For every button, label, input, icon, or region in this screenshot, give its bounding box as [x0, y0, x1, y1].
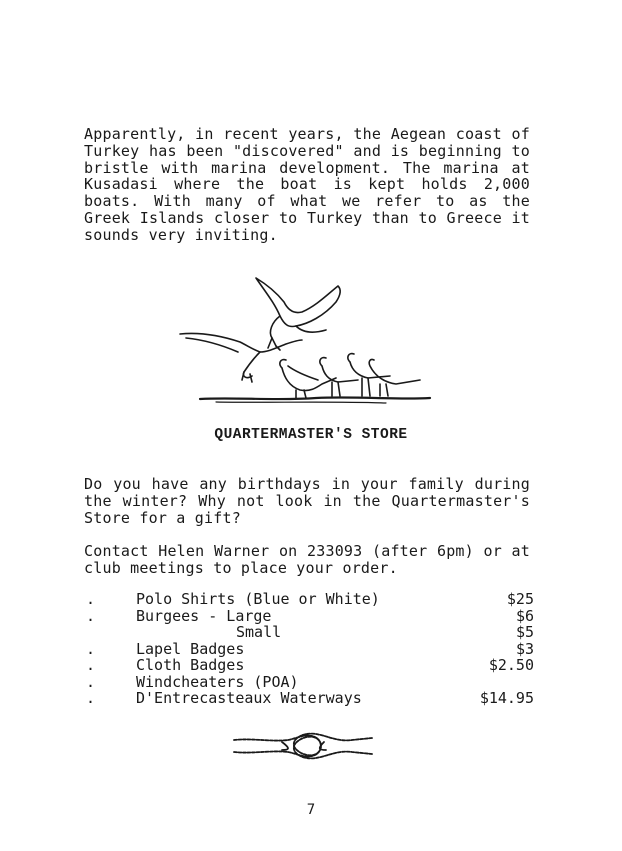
list-item — [84, 674, 534, 691]
item-name: Polo Shirts (Blue or White) — [136, 590, 380, 608]
list-bullet: . — [86, 672, 96, 691]
item-name: D'Entrecasteaux Waterways — [136, 689, 362, 707]
intro-paragraph: Apparently, in recent years, the Aegean coast of Turkey has been "discovered" and is beginning to bristle with marina development. The marina at Kusadasi where the boat is kept holds 2,000 boats. With many of what we refer to as the Greek Islands closer to Turkey than to Greece it sounds very inviting. — [84, 125, 530, 244]
item-name: Burgees - Large — [136, 606, 272, 625]
item-name: Cloth Badges — [136, 656, 245, 674]
price-list — [84, 591, 534, 707]
page-number: 7 — [306, 802, 316, 818]
list-item — [84, 690, 534, 707]
list-item — [84, 657, 534, 674]
item-price: $25 — [506, 590, 534, 608]
item-price: $14.95 — [479, 689, 534, 707]
contact-paragraph: Contact Helen Warner on 233093 (after 6pm) or at club meetings to place your order. — [84, 542, 530, 577]
list-item — [84, 624, 534, 641]
item-price: $2.50 — [488, 656, 534, 674]
item-name: Windcheaters (POA) — [136, 672, 299, 691]
list-bullet: . — [86, 639, 96, 658]
list-bullet: . — [86, 656, 96, 674]
list-item — [84, 641, 534, 658]
item-price: $6 — [515, 606, 534, 625]
list-bullet: . — [86, 689, 96, 707]
section-title: QUARTERMASTER'S STORE — [214, 427, 408, 443]
item-name: Small — [236, 623, 282, 641]
birthday-paragraph: Do you have any birthdays in your family during the winter? Why not look in the Quartermaster's Store for a gift? — [84, 475, 530, 527]
item-name: Lapel Badges — [136, 639, 245, 658]
item-price: $3 — [515, 639, 534, 658]
list-item — [84, 608, 534, 625]
seagulls-illustration — [176, 276, 436, 406]
item-price: $5 — [515, 623, 534, 641]
list-bullet: . — [86, 590, 96, 608]
list-bullet: . — [86, 606, 96, 625]
rope-knot-illustration — [232, 728, 374, 764]
list-item — [84, 591, 534, 608]
